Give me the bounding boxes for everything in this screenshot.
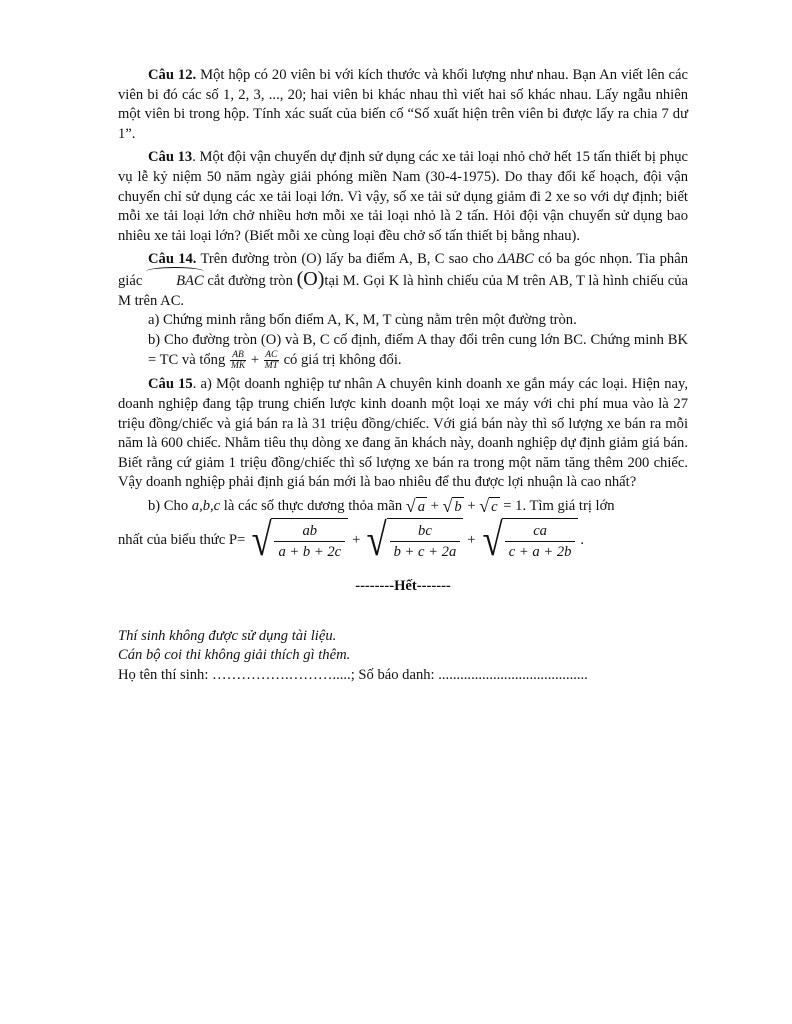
sqrt-c-radicand: c — [491, 499, 498, 516]
question-13-label: Câu 13 — [148, 149, 193, 166]
expression-p-line: nhất của biểu thức P= √ $\frac{ab}{a + b + 2c}$ + √ $\frac{bc}{b + c + 2a}$ + √ $\frac{ca}{c + a + 2b}$ . — [118, 514, 585, 566]
question-14-label: Câu 14. — [148, 251, 197, 268]
fraction-ac-numerator: AC — [265, 350, 278, 361]
sqrt-c: √ c — [479, 496, 498, 517]
equals-one: = 1 — [499, 497, 523, 514]
term-1-denominator: a + b + 2c — [278, 544, 342, 561]
question-14-stem — [118, 250, 688, 311]
sqrt-term-3: √ $\frac{ca}{c + a + 2b}$ — [480, 518, 579, 563]
question-14-b-text-2: có giá trị không đổi. — [279, 352, 402, 369]
question-15-label: Câu 15 — [148, 376, 193, 393]
sqrt-b-radicand: b — [454, 499, 462, 516]
question-14-part-a: a) Chứng minh rằng bốn điểm A, K, M, T cùng nằm trên một đường tròn. — [148, 312, 577, 329]
question-14-b-text-1: b) Cho đường tròn (O) và B, C cố định, điểm A thay đổi trên cung lớn BC. Chứng minh BK = TC và tổng — [148, 331, 688, 369]
term-3-numerator: ca — [505, 521, 576, 542]
term-3-denominator: c + a + 2b — [508, 544, 572, 561]
question-14-text-4: tại M. Gọi K là hình chiếu của M trên AB, T là hình chiếu của M trên AC. — [118, 272, 688, 309]
question-14-text-1: Trên đường tròn (O) lấy ba điểm A, B, C sao cho — [196, 251, 498, 268]
fraction-ab-numerator: AB — [230, 350, 246, 361]
question-15-a-text: . a) Một doanh nghiệp tư nhân A chuyên kinh doanh xe gắn máy các loại. Hiện nay, doanh nghiệp đang tập trung chiến lược kinh doanh một loại xe máy với chi phí mua vào là 27 triệu đồng/chiếc và giá bán ra là 31 triệu đồng/chiếc. Với giá bán này thì số lượng xe bán ra mỗi năm là 600 chiếc. Nhằm tiêu thụ dòng xe đang ăn khách này, doanh nghiệp dự định giảm giá bán. Biết rằng cứ giảm 1 triệu đồng/chiếc thì số lượng xe bán ra trong một năm tăng thêm 200 chiếc. Vậy doanh nghiệp phải định giá bán mới là bao nhiêu để thu được lợi nhuận là cao nhất? — [118, 376, 688, 491]
question-15-b-text-2: là các số thực dương thỏa mãn — [220, 497, 406, 514]
question-12-label: Câu 12. — [148, 67, 197, 83]
term-2-numerator: bc — [390, 521, 461, 542]
fraction-mt-denominator: MT — [264, 361, 278, 372]
expression-end-dot: . — [580, 531, 585, 548]
plus-sign: + — [247, 352, 263, 369]
sqrt-term-1: √ $\frac{ab}{a + b + 2c}$ — [249, 518, 348, 563]
question-14-text-3: cắt đường tròn — [203, 272, 297, 289]
term-2-denominator: b + c + 2a — [393, 544, 457, 561]
end-marker: --------Hết------- — [355, 578, 451, 595]
variables-abc: a,b,c — [191, 497, 221, 514]
expression-p-intro: nhất của biểu thức P= — [118, 531, 246, 548]
triangle-abc: ΔABC — [497, 251, 534, 268]
candidate-info-line: Họ tên thí sinh: …………….……….....; Số báo danh: ......................................... — [118, 666, 588, 683]
fraction-ac-mt — [264, 350, 279, 371]
question-14-text-2: có ba góc nhọn. Tia phân giác — [118, 251, 689, 289]
question-13 — [118, 148, 688, 246]
fraction-mk-denominator: MK — [230, 361, 246, 372]
question-13-text: . Một đội vận chuyển dự định sử dụng các xe tải loại nhỏ chở hết 15 tấn thiết bị phục vụ lễ kỷ niệm 50 năm ngày giải phóng miền Nam (30-4-1975). Do thay đổi kế hoạch, đội vận chuyển chỉ sử dụng các xe tải loại lớn. Vì vậy, số xe tải sử dụng giảm đi 2 xe so với dự định; biết mỗi xe tải loại lớn chở nhiều hơn mỗi xe tải loại nhỏ là 2 tấn. Hỏi đội vận chuyển sử dụng bao nhiêu xe tải loại lớn? (Biết mỗi xe cùng loại đều chở số tấn thiết bị bằng nhau). — [118, 149, 688, 244]
question-14-part-b — [118, 331, 688, 372]
fraction-ab-mk — [230, 350, 246, 371]
question-12 — [118, 66, 688, 144]
footer-note-2: Cán bộ coi thi không giải thích gì thêm. — [118, 647, 351, 664]
question-15-part-b: b) Cho a,b,c là các số thực dương thỏa mãn √ a + √ b + √ c = 1. Tìm giá trị lớn — [148, 496, 615, 517]
sqrt-term-2: √ $\frac{bc}{b + c + 2a}$ — [364, 518, 463, 563]
question-15 — [118, 375, 688, 566]
circle-o: (O) — [296, 267, 325, 290]
question-14 — [118, 250, 688, 371]
footer-note-1: Thí sinh không được sử dụng tài liệu. — [118, 627, 337, 644]
sqrt-a: √ a — [405, 496, 425, 517]
question-15-b-text-1: b) Cho — [148, 497, 192, 514]
term-1-numerator: ab — [274, 521, 345, 542]
question-12-text: Một hộp có 20 viên bi với kích thước và khối lượng như nhau. Bạn An viết lên các viên bi đó các số 1, 2, 3, ..., 20; hai viên bi khác nhau thì viết hai số khác nhau. Lấy ngẫu nhiên một viên bi trong hộp. Tính xác suất của biến cố “Số xuất hiện trên viên bi được lấy ra chia 7 dư 1”. — [118, 67, 688, 142]
angle-bac-arc: BAC — [146, 272, 204, 292]
exam-content — [118, 66, 688, 685]
sqrt-b: √ b — [442, 496, 462, 517]
question-15-part-a — [118, 375, 688, 493]
sqrt-a-radicand: a — [417, 499, 425, 516]
question-15-b-text-3: . Tìm giá trị lớn — [522, 497, 615, 514]
footer — [118, 627, 688, 686]
